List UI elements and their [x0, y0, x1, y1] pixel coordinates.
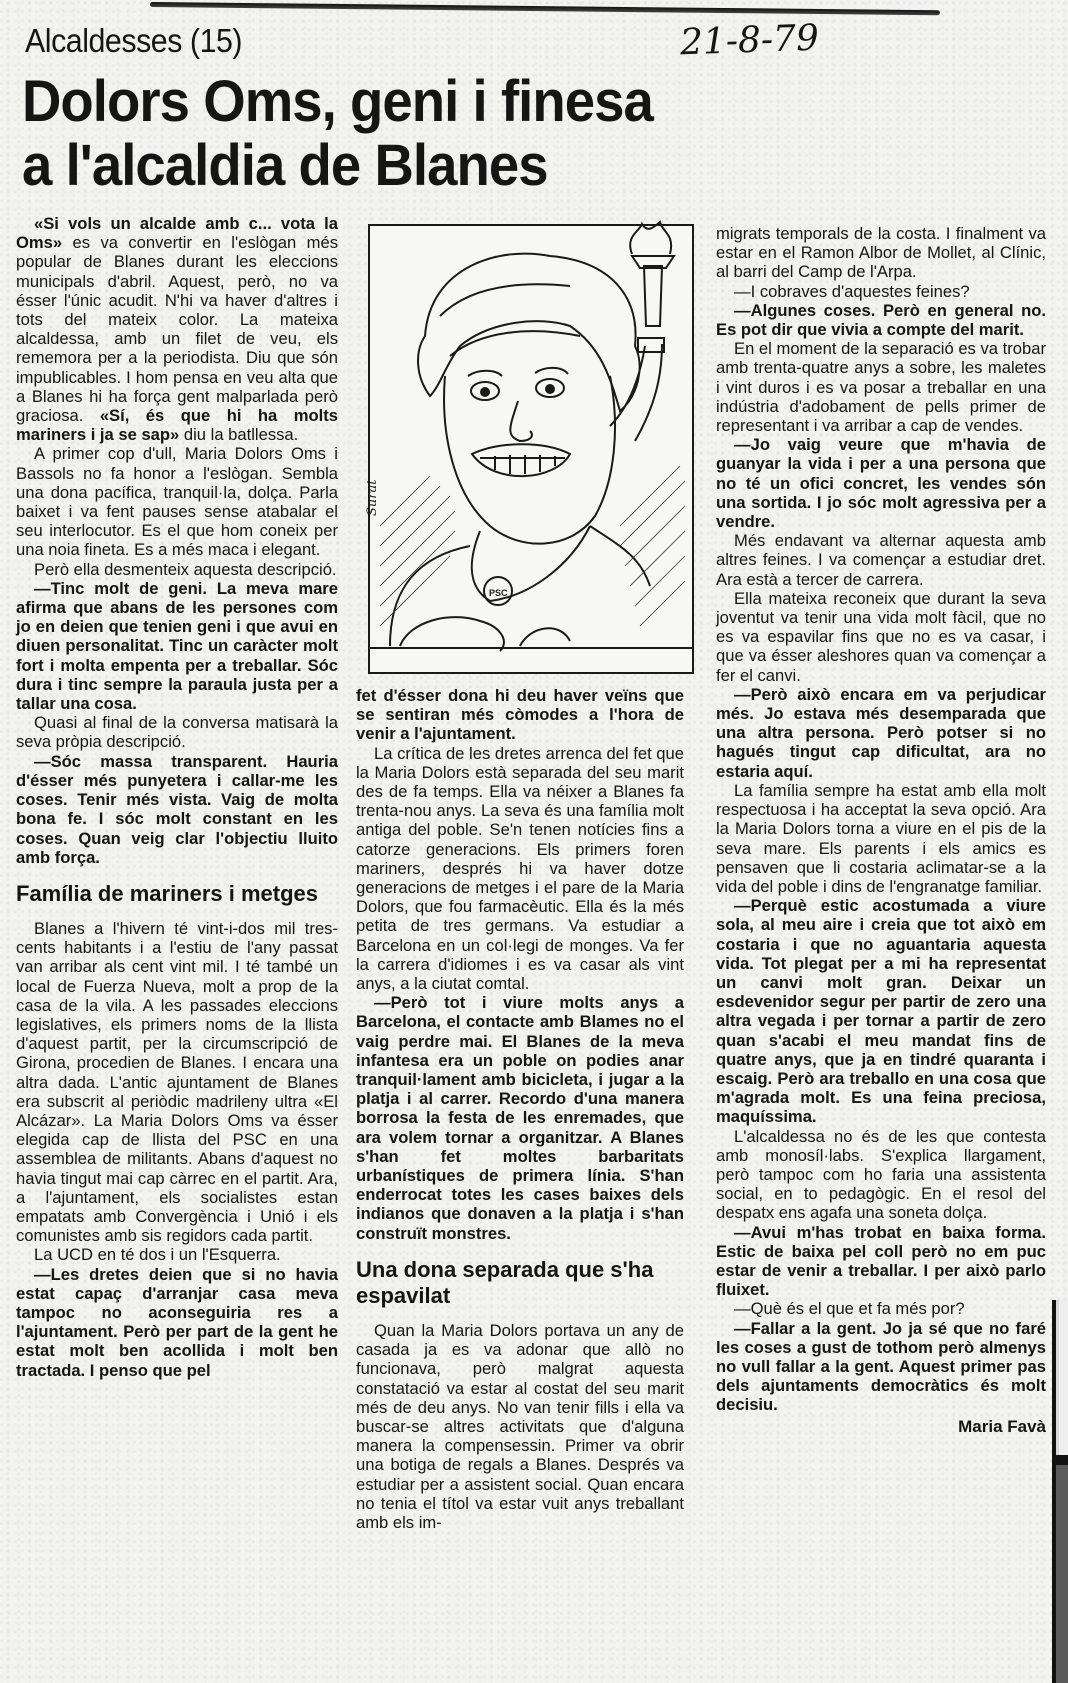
paragraph [356, 1321, 684, 1532]
paragraph [16, 752, 338, 867]
paragraph-text: Ella mateixa reconeix que durant la seva joventut va tenir una vida molt fàcil, que no es va espavilar fins que no es va casar, i que va ésser aleshores quan va començar a fer el canvi. [716, 588, 1046, 685]
interview-answer: —Tinc molt de geni. La meva mare afirma que abans de les persones com jo en deien que tenien geni i que avui en diuen personalitat. Tinc un caràcter molt fort i molta empenta per a treballar. Sóc dura i tinc sempre la paraula justa per a tallar una cosa. [16, 578, 338, 714]
torch-handle [644, 266, 662, 326]
caricature-illustration [365, 224, 694, 674]
interview-answer: —Fallar a la gent. Jo ja sé que no faré les coses a gust de tothom però almenys no vull fallar a la gent. Aquest primer pas dels ajuntaments democràtics és molt decisiu. [716, 1318, 1046, 1415]
paragraph-text: —I cobraves d'aquestes feines? [734, 281, 970, 301]
paragraph-text: A primer cop d'ull, Maria Dolors Oms i Bassols no fa honor a l'eslògan. Sembla una dona pacífica, tranquil·la, dolça. Parla baixet i va fent pauses sense atabalar el seu interlocutor. Es el que hom coneix per una noia fineta. Es a més maca i elegant. [16, 444, 338, 560]
nose [510, 401, 532, 441]
interview-answer: —Però tot i viure molts anys a Barcelona, el contacte amb Blames no el vaig perdre mai. El Blanes de la meva infantesa era un poble on podies anar tranquil·lament amb bicicleta, i jugar a la platja i al carrer. Recordo d'una manera borrosa la festa de les enremades, que ara volem tornar a organitzar. A Blanes s'han fet moltes barbaritats urbanístiques de primera línia. S'han enderrocat totes les cases baixes dels indianos que donaven a la platja i s'han construït monstres. [356, 993, 684, 1243]
paragraph [716, 685, 1046, 781]
face [444, 376, 615, 544]
bold-quote: «Si vols un alcalde amb c... vota la Oms» [16, 214, 338, 253]
paragraph [716, 1223, 1046, 1300]
paragraph-text: Quasi al final de la conversa matisarà la seva pròpia descripció. [16, 713, 338, 752]
section-subheading: Una dona separada que s'ha espavilat [356, 1256, 654, 1308]
paragraph [16, 560, 338, 579]
hands [400, 617, 570, 651]
paragraph [16, 919, 338, 1245]
paragraph-text: Quan la Maria Dolors portava un any de casada ja es va adonar que allò no funcionava, però malgrat aquesta constatació va estar al costat del seu marit més de deu anys. No van tenir fills i ella va buscar-se altres activitats que d'alguna manera la compensessin. Primer va obrir una botiga de regals a Blanes. Després va estudiar per a assistent social. Quan encara no tenia el títol va estar vuit anys treballant amb els im- [356, 1320, 684, 1532]
paragraph [356, 686, 684, 744]
paragraph [716, 224, 1046, 282]
hair [418, 254, 640, 411]
interview-answer: —Sóc massa transparent. Hauria d'ésser més punyetera i callar-me les coses. Tenir més vista. Vaig de molta bona fe. I sóc molt constant en les coses. Quan veig clar l'objectiu lluito amb força. [16, 751, 338, 867]
headline [22, 70, 653, 198]
paragraph [716, 531, 1046, 589]
scan-edge [1052, 1300, 1068, 1683]
paragraph [716, 301, 1046, 339]
paragraph [356, 744, 684, 994]
paragraph-text: La UCD en té dos i un l'Esquerra. [34, 1245, 281, 1265]
paragraph [716, 896, 1046, 1126]
paragraph-text: migrats temporals de la costa. I finalment va estar en el Ramon Albor de Mollet, al Clínic, al barri del Camp de l'Arpa. [716, 224, 1046, 282]
raised-arm [610, 344, 662, 441]
section-subheading: Família de mariners i metges [16, 880, 319, 906]
series-kicker: Alcaldesses (15) [25, 22, 243, 59]
cuff [638, 338, 664, 352]
paragraph [716, 1299, 1046, 1318]
top-rule [150, 2, 940, 15]
artist-signature: Surat [365, 479, 380, 516]
paragraph [16, 214, 338, 444]
column-1 [16, 214, 338, 1380]
interview-answer: —Algunes coses. Però en general no. Es pot dir que vivia a compte del marit. [716, 300, 1046, 340]
paragraph [716, 589, 1046, 685]
paragraph [16, 1245, 338, 1264]
body [390, 526, 650, 646]
paragraph [356, 993, 684, 1243]
paragraph-text: En el moment de la separació es va trobar amb trenta-quatre anys a sobre, les maletes i vint duros i es va posar a treballar en una indústria d'adobament de pells primer de representant i va arribar a cap de vendes. [716, 339, 1046, 436]
paragraph-text: —Què és el que et fa més por? [734, 1299, 965, 1319]
paragraph-text: Però ella desmenteix aquesta descripció. [34, 559, 337, 579]
byline: Maria Favà [958, 1416, 1046, 1436]
psc-badge-text: PSC [489, 588, 508, 598]
paragraph [16, 579, 338, 713]
paragraph [716, 339, 1046, 435]
paragraph [716, 1127, 1046, 1223]
interview-answer: —Jo vaig veure que m'havia de guanyar la vida i per a una persona que no té un ofici concret, les vendes són una sortida. I jo sóc molt agressiva per a vendre. [716, 435, 1046, 532]
paragraph-text: Més endavant va alternar aquesta amb altres feines. I va començar a estudiar dret. Ara està a tercer de carrera. [716, 531, 1046, 589]
paragraph-text: La família sempre ha estat amb ella molt respectuosa i ha acceptat la seva opció. Ara la Maria Dolors torna a viure en el pis de la seva mare. Els parents i els amics es pensaven que li costaria aclimatar-se a la vida del poble i dins de l'engranatge familiar. [716, 780, 1046, 896]
interview-answer: —Però això encara em va perjudicar més. Jo estava més desemparada que una altra persona. Però potser si no hagués tingut cap dificultat, ara no estaria aquí. [716, 684, 1046, 781]
cross-hatching [380, 466, 685, 626]
handwritten-date: 21-8-79 [679, 17, 820, 64]
paragraph-text: es va convertir en l'eslògan més popular de Blanes durant les eleccions municipals d'abril. Aquest, però, no va ésser l'únic acudit. N'hi va haver d'altres i tots del mateix color. La mateixa alcaldessa, amb un filet de veu, els rememora per a la periodista. Diu que són impublicables. I hom pensa en veu alta que a Blanes hi ha força gent malparlada però graciosa. [16, 233, 338, 426]
interview-answer: —Perquè estic acostumada a viure sola, al meu aire i creia que tot això em costaria i que no aguantaria aquesta vida. Tot plegat per a mi ha representat un canvi molt gran. Deixar un esdevenidor segur per partir de zero una altra vegada i per tornar a partir de zero quan s'acabi el meu mandat fins de quatre anys, que ja en tindré quaranta i escaig. Però ara treballo en una cosa que m'agrada molt. Es una feina preciosa, maquíssima. [716, 896, 1046, 1127]
torch-flame [630, 222, 671, 254]
paragraph [16, 713, 338, 751]
paragraph-text: diu la batllessa. [179, 425, 299, 445]
paragraph [716, 282, 1046, 301]
interview-answer: fet d'ésser dona hi deu haver veïns que se sentiran més còmodes a l'hora de venir a l'ajuntament. [356, 686, 684, 744]
headline-line-2: a l'alcaldia de Blanes [22, 133, 548, 198]
paragraph [716, 781, 1046, 896]
bold-quote: «Sí, és que hi ha molts mariners i ja se sap» [16, 406, 338, 445]
caricature-drawing [365, 226, 692, 672]
column-3 [716, 224, 1046, 1436]
paragraph-text: Blanes a l'hivern té vint-i-dos mil tres-cents habitants i a l'estiu de l'any passat van arribar als cent vint mil. I té també un local de Fuerza Nueva, molt a prop de la casa de la vila. A les passades eleccions legislatives, els primers noms de la llista d'aquest partit, per la circumscripció de Girona, procedien de Blanes. I encara una altra dada. L'antic ajuntament de Blanes era subscrit al periòdic madrileny ultra «El Alcázar». La Maria Dolors Oms va ésser elegida cap de llista del PSC en una assemblea de militants. Abans d'aquest no havia tingut mai cap càrrec en el partit. Ara, a l'ajuntament, els socialistes estan empatats amb Convergència i Unió i els comunistes amb sis regidors cada partit. [16, 918, 338, 1246]
column-2 [356, 686, 684, 1532]
paragraph [16, 444, 338, 559]
interview-answer: —Avui m'has trobat en baixa forma. Estic de baixa pel coll però no em puc estar de venir a treballar. I per això parlo fluixet. [716, 1222, 1046, 1300]
scan-edge-shadow [1056, 1455, 1068, 1683]
paragraph [716, 1319, 1046, 1415]
interview-answer: —Les dretes deien que si no havia estat capaç d'arranjar casa meva tampoc no aconseguiria res a l'ajuntament. Però per part de la gent he estat molt ben acollida i molt ben tractada. I penso que pel [16, 1264, 338, 1380]
headline-line-1: Dolors Oms, geni i finesa [22, 69, 653, 134]
paragraph [16, 1265, 338, 1380]
paragraph-text: La crítica de les dretes arrenca del fet que la Maria Dolors està separada del seu marit des de fa temps. Ella va néixer a Blanes fa trenta-nou anys. La seva és una família molt antiga del poble. Se'n tenen notícies fins a catorze generacions. Els primers foren mariners, després hi va haver dotze generacions de metges i el pare de la Maria Dolors, que fou farmacèutic. Ella és la més petita de tres germans. Va estudiar a Barcelona en un col·legi de monges. Va fer la carrera d'idiomes i es va casar als vint anys, a la ciutat comtal. [356, 743, 684, 994]
paragraph [716, 435, 1046, 531]
paragraph-text: L'alcaldessa no és de les que contesta amb monosíl·labs. S'explica llargament, però tampoc com ho faria una assistenta social, en to pedagògic. En el resol del despatx ens agafa una soneta dolça. [716, 1126, 1046, 1223]
